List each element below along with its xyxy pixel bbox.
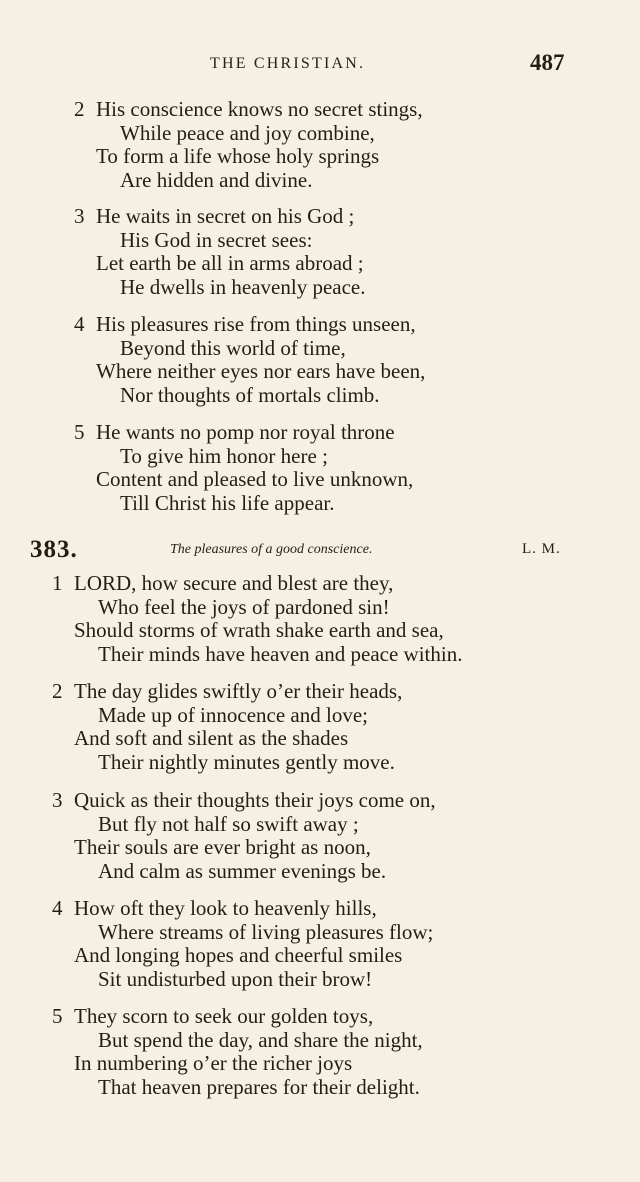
stanza-line: Their nightly minutes gently move.	[98, 749, 395, 774]
hymn-stanza-5	[52, 1005, 423, 1099]
stanza-line: Where neither eyes nor ears have been,	[96, 359, 426, 383]
prev-stanza-2	[74, 98, 423, 192]
prev-stanza-4	[74, 313, 425, 407]
stanza-number: 4	[52, 896, 63, 920]
hymn-stanza-1	[52, 572, 462, 666]
stanza-line: His God in secret sees:	[120, 227, 313, 252]
stanza-line: And soft and silent as the shades	[74, 726, 349, 750]
running-title: THE CHRISTIAN.	[210, 55, 366, 72]
hymn-stanza-3	[52, 789, 436, 883]
stanza-line: While peace and joy combine,	[120, 120, 375, 145]
stanza-line: Their minds have heaven and peace within.	[98, 641, 463, 666]
stanza-line: Made up of innocence and love;	[98, 702, 368, 727]
stanza-line: Let earth be all in arms abroad ;	[96, 251, 364, 275]
stanza-line: Content and pleased to live unknown,	[96, 467, 414, 491]
stanza-line: And calm as summer evenings be.	[98, 858, 387, 883]
stanza-line: His pleasures rise from things unseen,	[96, 312, 416, 336]
stanza-line: To form a life whose holy springs	[96, 144, 380, 168]
stanza-number: 5	[52, 1004, 63, 1028]
stanza-line: That heaven prepares for their delight.	[98, 1074, 420, 1099]
stanza-line: Their souls are ever bright as noon,	[74, 835, 371, 859]
stanza-line: But fly not half so swift away ;	[98, 811, 359, 836]
hymn-stanza-2	[52, 680, 402, 774]
hymn-subtitle: The pleasures of a good conscience.	[170, 542, 373, 557]
page-number: 487	[530, 50, 565, 75]
hymn-meter: L. M.	[522, 541, 561, 557]
stanza-line: Till Christ his life appear.	[120, 490, 335, 515]
stanza-number: 5	[74, 420, 85, 444]
hymn-stanza-4	[52, 897, 433, 991]
stanza-line: Beyond this world of time,	[120, 335, 346, 360]
stanza-line: To give him honor here ;	[120, 443, 328, 468]
stanza-line: In numbering o’er the richer joys	[74, 1051, 353, 1075]
stanza-line: Nor thoughts of mortals climb.	[120, 382, 380, 407]
page-header	[0, 50, 640, 80]
stanza-number: 3	[52, 788, 63, 812]
stanza-line: Quick as their thoughts their joys come on,	[74, 788, 436, 812]
stanza-line: Where streams of living pleasures flow;	[98, 919, 434, 944]
prev-stanza-3	[74, 205, 365, 299]
stanza-line: And longing hopes and cheerful smiles	[74, 943, 403, 967]
stanza-line: Who feel the joys of pardoned sin!	[98, 594, 390, 619]
stanza-number: 3	[74, 204, 85, 228]
stanza-line: But spend the day, and share the night,	[98, 1027, 423, 1052]
stanza-line: The day glides swiftly o’er their heads,	[74, 679, 403, 703]
prev-stanza-5	[74, 421, 413, 515]
stanza-number: 1	[52, 571, 63, 595]
stanza-line: His conscience knows no secret stings,	[96, 97, 423, 121]
stanza-line: Are hidden and divine.	[120, 167, 313, 192]
stanza-line: He dwells in heavenly peace.	[120, 274, 366, 299]
stanza-number: 2	[52, 679, 63, 703]
stanza-line: Sit undisturbed upon their brow!	[98, 966, 373, 991]
stanza-line: LORD, how secure and blest are they,	[74, 571, 394, 595]
stanza-number: 4	[74, 312, 85, 336]
stanza-line: Should storms of wrath shake earth and sea,	[74, 618, 444, 642]
stanza-number: 2	[74, 97, 85, 121]
hymn-heading	[30, 536, 620, 566]
stanza-line: How oft they look to heavenly hills,	[74, 896, 377, 920]
stanza-line: They scorn to seek our golden toys,	[74, 1004, 374, 1028]
stanza-line: He waits in secret on his God ;	[96, 204, 355, 228]
hymn-number: 383.	[30, 536, 78, 563]
stanza-line: He wants no pomp nor royal throne	[96, 420, 395, 444]
